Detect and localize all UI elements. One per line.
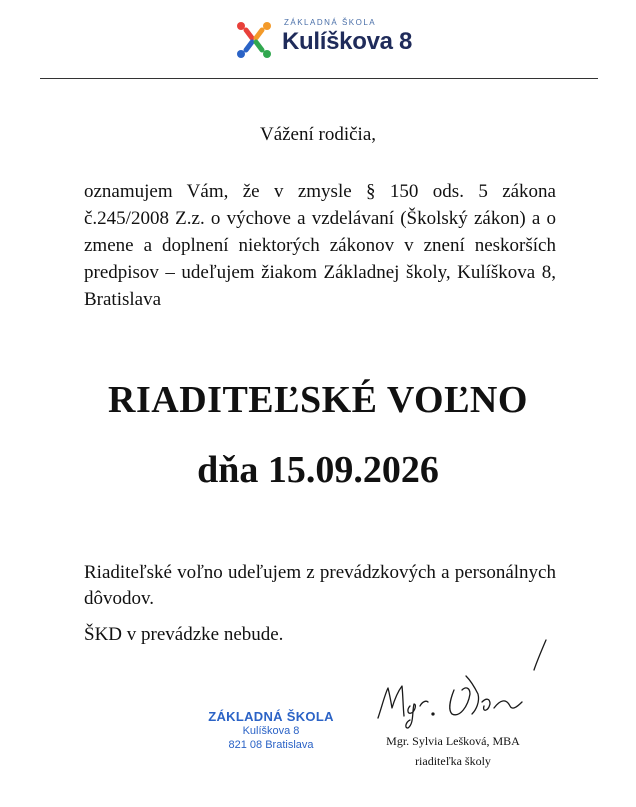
letter-reason-paragraph: Riaditeľské voľno udeľujem z prevádzkových a personálnych dôvodov. xyxy=(84,562,556,609)
signer-role: riaditeľka školy xyxy=(415,754,491,768)
letter-date-line: dňa 15.09.2026 xyxy=(197,449,439,491)
letter-intro-paragraph: oznamujem Vám, že v zmysle § 150 ods. 5 zákona č.245/2008 Z.z. o výchove a vzdelávaní (Školský zákon) a o zmene a doplnení niektorých zákonov v znení neskorších predpisov – udeľujem žiakom Základnej školy, Kulíškova 8, Bratislava xyxy=(84,181,556,310)
header-divider xyxy=(40,78,598,79)
letter-greeting: Vážení rodičia, xyxy=(259,124,377,145)
stamp-line-2: Kulíškova 8 xyxy=(242,725,300,737)
school-logo xyxy=(232,14,422,64)
stamp-line-3: 821 08 Bratislava xyxy=(228,739,314,751)
signer-name: Mgr. Sylvia Lešková, MBA xyxy=(386,734,520,748)
stamp-line-1: ZÁKLADNÁ ŠKOLA xyxy=(208,709,334,724)
handwritten-signature xyxy=(370,636,570,736)
logo-school-name: Kulíškova 8 xyxy=(282,28,413,55)
letter-headline: RIADITEĽSKÉ VOĽNO xyxy=(108,379,528,421)
logo-kicker: ZÁKLADNÁ ŠKOLA xyxy=(284,18,377,27)
school-stamp xyxy=(196,709,346,752)
letter-skd-note: ŠKD v prevádzke nebude. xyxy=(84,624,284,645)
school-logo-mark-icon xyxy=(232,20,276,60)
